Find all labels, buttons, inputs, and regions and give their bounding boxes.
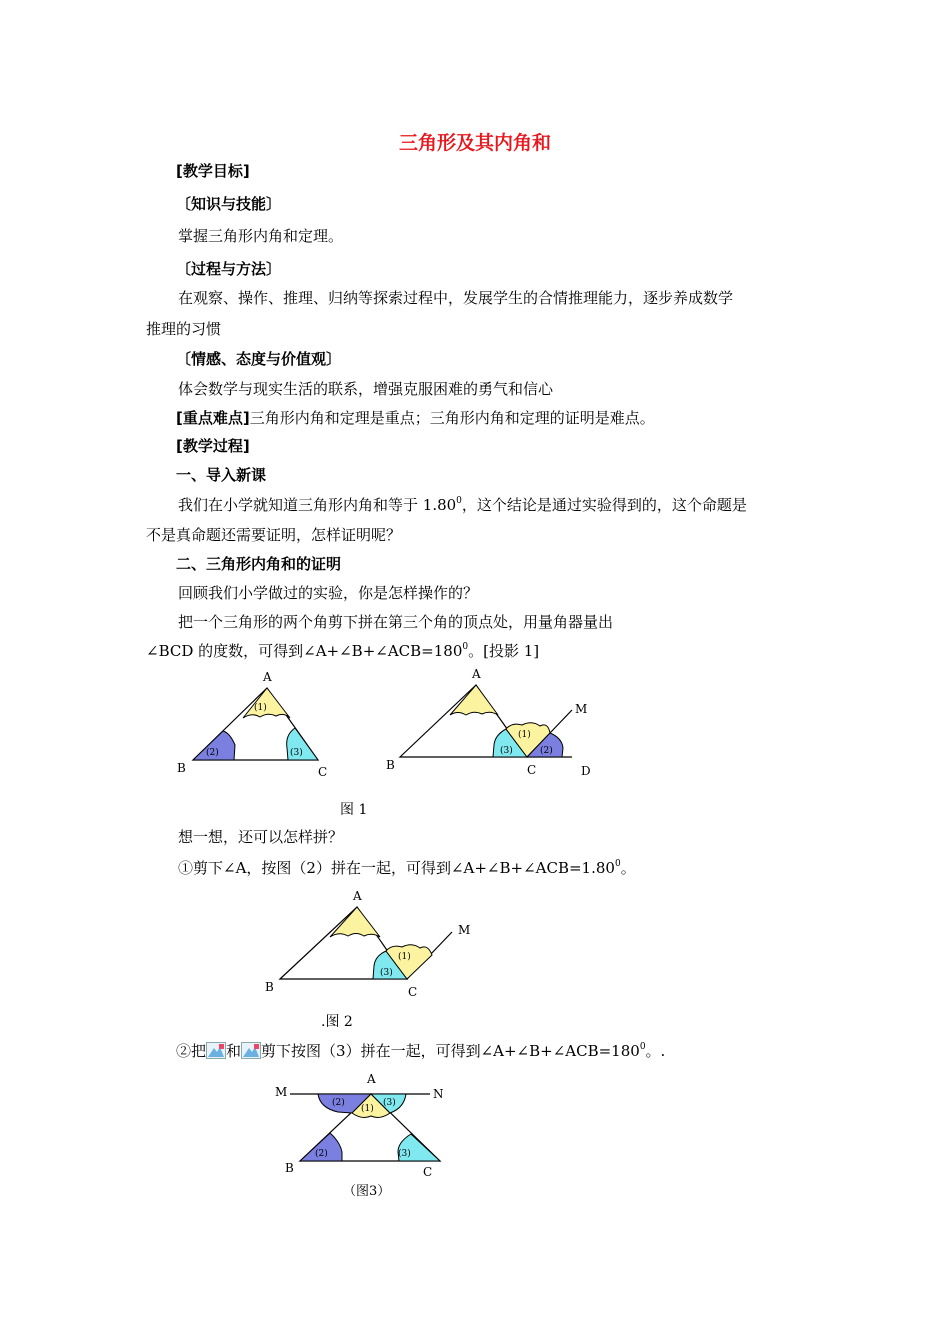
keypoints-text: 三角形内角和定理是重点；三角形内角和定理的证明是难点。	[249, 409, 655, 427]
part2-heading: 二、三角形内角和的证明	[176, 555, 342, 573]
angle-3-label: (3)	[290, 748, 303, 758]
vertex-m-label: M	[458, 923, 471, 937]
vertex-c-label: C	[318, 765, 328, 779]
method-2c: 剪下按图（3）拼在一起，可得到∠A+∠B+∠ACB=180	[261, 1042, 640, 1060]
angle-2-label: (2)	[540, 746, 553, 756]
process-text-1: 在观察、操作、推理、归纳等探索过程中，发展学生的合情推理能力，逐步养成数学	[178, 289, 734, 307]
keypoints-line	[176, 409, 655, 427]
method-1a: ①剪下∠A，按图（2）拼在一起，可得到∠A+∠B+∠ACB=1.80	[178, 859, 615, 877]
degree-mark: 0	[456, 496, 462, 506]
teaching-heading: [教学过程]	[176, 437, 250, 455]
keypoints-heading: [重点难点]	[176, 409, 250, 427]
vertex-c-label: C	[408, 985, 418, 999]
vertex-a-label: A	[263, 670, 272, 684]
figure-3	[270, 1068, 450, 1178]
angle-1-label: (1)	[518, 730, 531, 740]
part1-text-1	[178, 496, 747, 514]
page-title: 三角形及其内角和	[398, 132, 551, 154]
goals-heading: [教学目标]	[176, 162, 250, 180]
vertex-a-label: A	[472, 667, 481, 681]
figure-2	[260, 885, 480, 1000]
figure-2-caption: .图 2	[321, 1014, 353, 1030]
vertex-d-label: D	[581, 764, 591, 778]
angle-3-label: (3)	[398, 1149, 411, 1159]
vertex-b-label: B	[285, 1161, 294, 1175]
vertex-b-label: B	[265, 980, 274, 994]
angle-2-label: (2)	[206, 748, 219, 758]
method-1b: 。	[620, 859, 636, 877]
angle-piece-image-icon	[241, 1042, 261, 1059]
think-text: 想一想，还可以怎样拼？	[178, 828, 344, 846]
vertex-b-label: B	[177, 761, 186, 775]
vertex-n-label: N	[433, 1087, 444, 1101]
degree-mark: 0	[462, 642, 469, 652]
angle-2-label: (2)	[332, 1098, 345, 1108]
degree-mark: 0	[614, 859, 621, 869]
process-text-2: 推理的习惯	[146, 320, 222, 338]
angle-1-label: (1)	[254, 703, 267, 713]
part1-text-1b: ，这个结论是通过实验得到的，这个命题是	[461, 496, 747, 514]
vertex-m-label: M	[575, 702, 588, 716]
vertex-a-label: A	[353, 889, 362, 903]
process-heading: 〔过程与方法〕	[176, 260, 282, 278]
emotion-heading: 〔情感、态度与价值观〕	[176, 350, 342, 368]
angle-3-label: (3)	[380, 968, 393, 978]
method-2b: 和	[226, 1042, 242, 1060]
figure-1-right	[380, 665, 590, 780]
part2-text-3a: ∠BCD 的度数，可得到∠A+∠B+∠ACB=180	[146, 642, 463, 660]
part2-text-3	[146, 642, 539, 660]
degree-mark: 0	[639, 1042, 646, 1052]
figure-1-left	[170, 670, 340, 780]
vertex-c-label: C	[527, 763, 537, 777]
method-2a: ②把	[176, 1042, 207, 1060]
knowledge-heading: 〔知识与技能〕	[176, 195, 282, 213]
figure-1-caption: 图 1	[340, 802, 368, 818]
vertex-a-label: A	[367, 1072, 376, 1086]
part1-heading: 一、导入新课	[176, 466, 267, 484]
part1-text-1a: 我们在小学就知道三角形内角和等于 1.80	[178, 496, 457, 514]
angle-3-label: (3)	[500, 746, 513, 756]
knowledge-text: 掌握三角形内角和定理。	[178, 227, 344, 245]
angle-piece-image-icon	[206, 1042, 226, 1059]
angle-1-label: (1)	[361, 1104, 374, 1114]
method-1-text	[178, 859, 636, 877]
vertex-c-label: C	[423, 1165, 433, 1179]
part1-text-2: 不是真命题还需要证明，怎样证明呢？	[146, 526, 402, 544]
angle-1-label: (1)	[398, 952, 411, 962]
method-2d: 。.	[645, 1042, 666, 1060]
part2-text-3b: 。[投影 1]	[468, 642, 540, 660]
angle-3-label: (3)	[383, 1098, 396, 1108]
vertex-m-label: M	[275, 1085, 288, 1099]
part2-text-1: 回顾我们小学做过的实验，你是怎样操作的？	[178, 584, 479, 602]
part2-text-2: 把一个三角形的两个角剪下拼在第三个角的顶点处，用量角器量出	[178, 613, 614, 631]
method-2-text	[176, 1042, 665, 1060]
figure-3-caption: （图3）	[343, 1184, 391, 1199]
vertex-b-label: B	[386, 758, 395, 772]
emotion-text: 体会数学与现实生活的联系，增强克服困难的勇气和信心	[178, 380, 554, 398]
angle-2-label: (2)	[315, 1149, 328, 1159]
